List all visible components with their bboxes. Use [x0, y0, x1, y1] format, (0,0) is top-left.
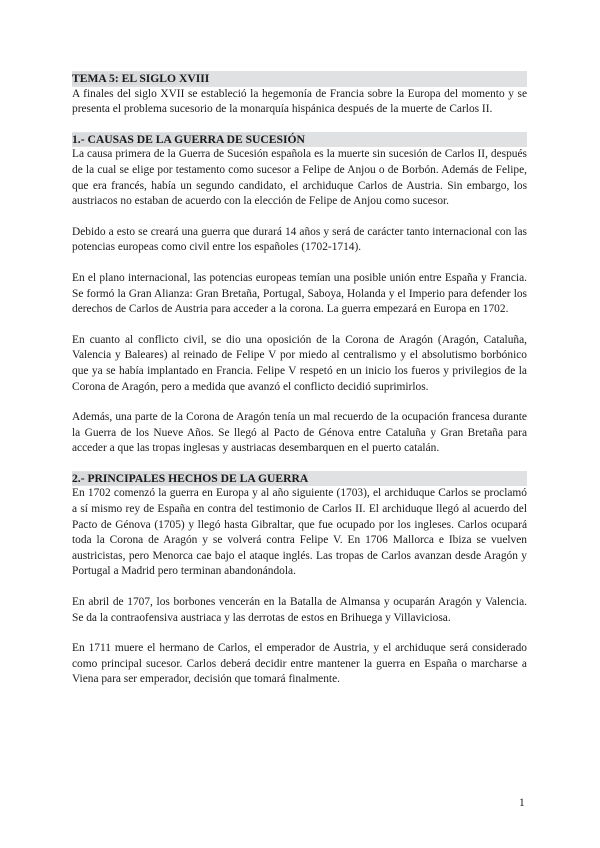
- paragraph: En cuanto al conflicto civil, se dio una oposición de la Corona de Aragón (Aragón, Cataluña, Valencia y Baleares) al reinado de Felipe V por miedo al centralismo y el absolutismo borbónico que ya se había implantado en Francia. Felipe V respetó en un inicio los fueros y privilegios de la Corona de Aragón, pero a medida que avanzó el conflicto decidió suprimirlos.: [72, 333, 527, 393]
- document-title: TEMA 5: EL SIGLO XVIII: [72, 71, 527, 87]
- intro-paragraph: A finales del siglo XVII se estableció la hegemonía de Francia sobre la Europa del momento y se presenta el problema sucesorio de la monarquía hispánica después de la muerte de Carlos II.: [72, 87, 527, 116]
- paragraph: En el plano internacional, las potencias europeas temían una posible unión entre España y Francia. Se formó la Gran Alianza: Gran Bretaña, Portugal, Saboya, Holanda y el Imperio para defender los derechos de Carlos de Austria para acceder a la corona. La guerra empezará en Europa en 1702.: [72, 271, 527, 316]
- paragraph: Debido a esto se creará una guerra que durará 14 años y será de carácter tanto internacional con las potencias europeas como civil entre los españoles (1702-1714).: [72, 225, 527, 254]
- paragraph: La causa primera de la Guerra de Sucesión española es la muerte sin sucesión de Carlos II, después de la cual se elige por testamento como sucesor a Felipe de Anjou o de Borbón. Además de Felipe, que era francés, había un segundo candidato, el archiduque Carlos de Austria. Sin embargo, los austriacos no estaban de acuerdo con la elección de Felipe de Anjou como sucesor.: [72, 148, 527, 208]
- page-content: [72, 71, 527, 688]
- paragraph: En abril de 1707, los borbones vencerán en la Batalla de Almansa y ocuparán Aragón y Valencia. Se da la contraofensiva austriaca y las derrotas de estos en Brihuega y Villaviciosa.: [72, 596, 527, 624]
- section-heading-causas: 1.- CAUSAS DE LA GUERRA DE SUCESIÓN: [72, 132, 527, 148]
- paragraph: Además, una parte de la Corona de Aragón tenía un mal recuerdo de la ocupación francesa durante la Guerra de los Nueve Años. Se llegó al Pacto de Génova entre Cataluña y Gran Bretaña para acceder a que las tropas inglesas y austriacas desembarquen en el puerto catalán.: [72, 411, 527, 455]
- section-heading-hechos: 2.- PRINCIPALES HECHOS DE LA GUERRA: [72, 471, 527, 487]
- paragraph: En 1711 muere el hermano de Carlos, el emperador de Austria, y el archiduque será considerado como principal sucesor. Carlos deberá decidir entre mantener la guerra en España o marcharse a Viena para ser emperador, decisión que tomará finalmente.: [72, 642, 527, 686]
- paragraph: En 1702 comenzó la guerra en Europa y al año siguiente (1703), el archiduque Carlos se proclamó a sí mismo rey de España en contra del testimonio de Carlos II. El archiduque llegó al acuerdo del Pacto de Génova (1705) y llegó hasta Gibraltar, que fue ocupado por los ingleses. Carlos ocupará toda la Corona de Aragón y se volverá contra Felipe V. En 1706 Mallorca e Ibiza se vuelven austricistas, pero Menorca cae bajo el ataque inglés. Las tropas de Carlos avanzan desde Aragón y Portugal a Madrid pero terminan abandonándola.: [72, 487, 527, 578]
- page-number: 1: [519, 797, 525, 809]
